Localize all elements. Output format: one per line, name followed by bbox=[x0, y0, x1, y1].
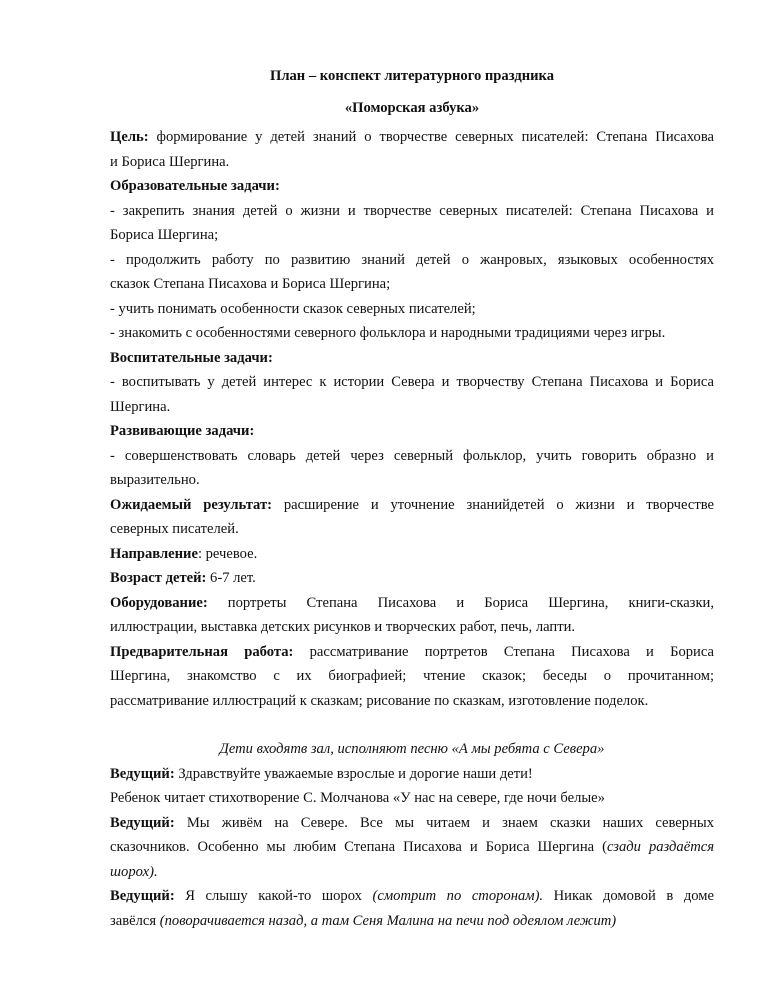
edu-task-3: - учить понимать особенности сказок северных писателей; bbox=[110, 301, 476, 317]
goal-label: Цель: bbox=[110, 129, 149, 145]
host-line-3-cont bbox=[110, 911, 714, 931]
age-text: 6-7 лет. bbox=[206, 570, 256, 586]
edu-tasks-heading: Образовательные задачи: bbox=[110, 178, 280, 194]
equipment-paragraph bbox=[110, 593, 714, 613]
vos-tasks-heading: Воспитательные задачи: bbox=[110, 350, 273, 366]
stage-remark-cont: шорох). bbox=[110, 864, 158, 880]
vos-task-1: - воспитывать у детей интерес к истории Севера и творчеству Степана Писахова и Бориса bbox=[110, 374, 714, 390]
stage-remark: (поворачивается назад, а там Сеня Малина на печи под одеялом лежит) bbox=[159, 913, 617, 929]
stage-direction: Дети входятв зал, исполняют песню «А мы ребята с Севера» bbox=[219, 741, 605, 757]
direction-paragraph bbox=[110, 544, 714, 564]
doc-title: План – конспект литературного праздника bbox=[269, 68, 555, 84]
host-speech: завёлся bbox=[110, 913, 160, 929]
host-speech: Мы живём на Севере. Все мы читаем и знаем сказки наших северных bbox=[174, 815, 714, 831]
host-line-2-cont bbox=[110, 837, 714, 857]
edu-task-2-cont: сказок Степана Писахова и Бориса Шергина; bbox=[110, 276, 391, 292]
host-speech: Никак домовой в доме bbox=[543, 888, 715, 904]
goal-paragraph bbox=[110, 127, 714, 147]
host-speech: Здравствуйте уважаемые взрослые и дорогие наши дети! bbox=[174, 766, 533, 782]
vos-task-1-cont: Шергина. bbox=[110, 399, 171, 415]
host-label: Ведущий: bbox=[110, 766, 175, 782]
edu-task-4: - знакомить с особенностями северного фольклора и народными традициями через игры. bbox=[110, 325, 666, 341]
prep-text-cont-1: Шергина, знакомство с их биографией; чтение сказок; беседы о прочитанном; bbox=[110, 668, 714, 684]
equipment-text-cont: иллюстрации, выставка детских рисунков и творческих работ, печь, лапти. bbox=[110, 619, 576, 635]
edu-task-1-cont: Бориса Шергина; bbox=[110, 227, 219, 243]
prep-text-cont-2: рассматривание иллюстраций к сказкам; рисование по сказкам, изготовление поделок. bbox=[110, 693, 649, 709]
result-paragraph bbox=[110, 495, 714, 515]
equipment-text: портреты Степана Писахова и Бориса Шергина, книги-сказки, bbox=[207, 595, 714, 611]
result-text-cont: северных писателей. bbox=[110, 521, 239, 537]
stage-remark: сзади раздаётся bbox=[607, 839, 715, 855]
direction-text: : речевое. bbox=[197, 546, 258, 562]
child-reading-line: Ребенок читает стихотворение С. Молчанова «У нас на севере, где ночи белые» bbox=[110, 790, 605, 806]
prep-label: Предварительная работа: bbox=[110, 644, 294, 660]
result-label: Ожидаемый результат: bbox=[110, 497, 272, 513]
edu-task-2: - продолжить работу по развитию знаний детей о жанровых, языковых особенностях bbox=[110, 252, 714, 268]
equipment-label: Оборудование: bbox=[110, 595, 208, 611]
dev-task-1-cont: выразительно. bbox=[110, 472, 200, 488]
host-line-1 bbox=[110, 764, 714, 784]
result-text: расширение и уточнение знанийдетей о жизни и творчестве bbox=[272, 497, 714, 513]
stage-remark: (смотрит по сторонам). bbox=[372, 888, 544, 904]
host-label: Ведущий: bbox=[110, 815, 175, 831]
goal-text-cont: и Бориса Шергина. bbox=[110, 154, 230, 170]
edu-task-1: - закрепить знания детей о жизни и творчестве северных писателей: Степана Писахова и bbox=[110, 203, 714, 219]
goal-text: формирование у детей знаний о творчестве северных писателей: Степана Писахова bbox=[148, 129, 714, 145]
host-speech: сказочников. Особенно мы любим Степана Писахова и Бориса Шергина ( bbox=[110, 839, 607, 855]
direction-label: Направление bbox=[110, 546, 198, 562]
prep-text: рассматривание портретов Степана Писахова и Бориса bbox=[293, 644, 714, 660]
doc-subtitle: «Поморская азбука» bbox=[344, 100, 480, 116]
dev-task-1: - совершенствовать словарь детей через северный фольклор, учить говорить образно и bbox=[110, 448, 714, 464]
prep-paragraph bbox=[110, 642, 714, 662]
age-paragraph bbox=[110, 568, 714, 588]
age-label: Возраст детей: bbox=[110, 570, 207, 586]
dev-tasks-heading: Развивающие задачи: bbox=[110, 423, 255, 439]
host-line-3 bbox=[110, 886, 714, 906]
host-speech: Я слышу какой-то шорох bbox=[174, 888, 373, 904]
host-label: Ведущий: bbox=[110, 888, 175, 904]
host-line-2 bbox=[110, 813, 714, 833]
